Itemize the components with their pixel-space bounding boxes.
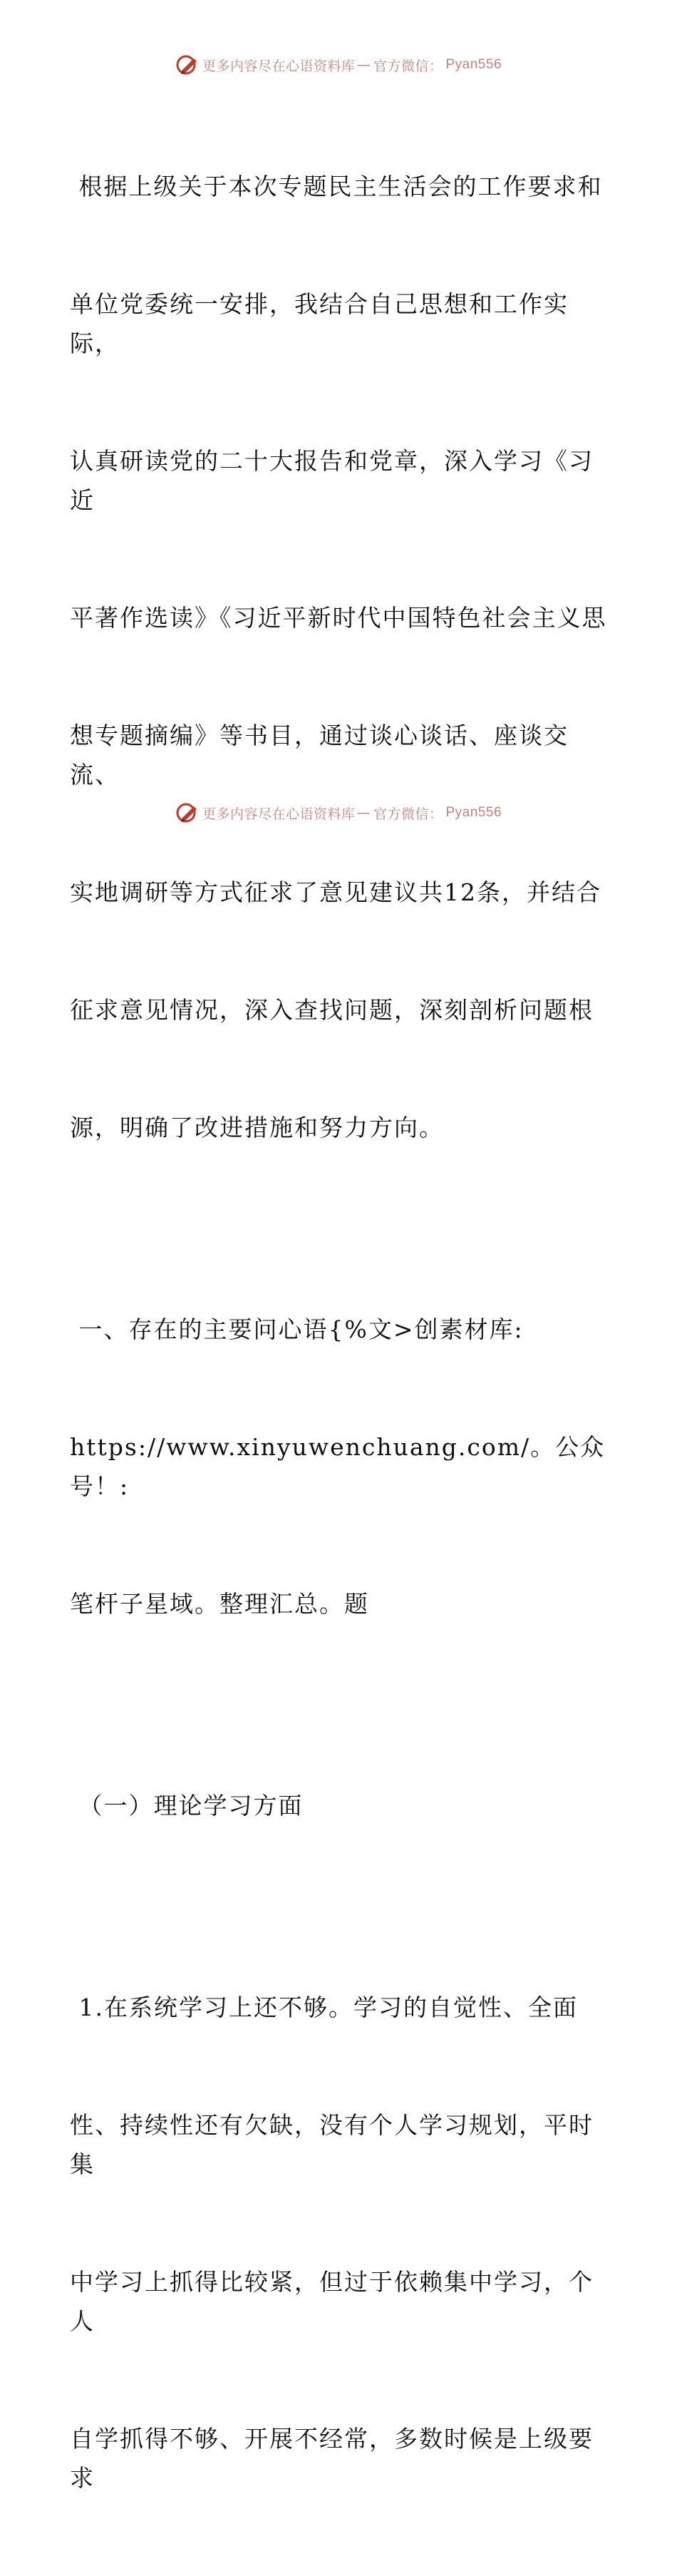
banner-wechat-label: 官方微信： — [373, 806, 443, 822]
banner-wechat-id: Pyan556 — [445, 57, 502, 72]
banner-wechat-label: 官方微信： — [373, 58, 443, 74]
text-line: 实地调研等方式征求了意见建议共12条，并结合 — [70, 878, 601, 906]
banner-separator: — — [356, 805, 371, 821]
text-line: 认真研读党的二十大报告和党章，深入学习《习近 — [70, 447, 594, 514]
paragraph-section-heading — [70, 1231, 611, 1702]
paragraph-item-1 — [70, 1909, 611, 2576]
banner-wechat-id: Pyan556 — [445, 805, 502, 820]
banner-separator: — — [356, 57, 371, 73]
text-line: 性、持续性还有欠缺，没有个人学习规划，平时集 — [70, 2111, 594, 2178]
text-line: 中学习上抓得比较紧，但过于依赖集中学习，个人 — [70, 2268, 594, 2335]
text-line: 源，明确了改进措施和努力方向。 — [70, 1114, 444, 1141]
document-body — [70, 88, 611, 2576]
text-line: 自学抓得不够、开展不经常，多数时候是上级要求 — [70, 2425, 594, 2492]
text-line: 1.在系统学习上还不够。学习的自觉性、全面 — [70, 1993, 578, 2021]
pen-circle-icon — [175, 801, 200, 825]
paragraph-subheading — [70, 1708, 611, 1904]
text-line: 一、存在的主要问心语{%文>创素材库: — [70, 1315, 524, 1343]
text-line: 平著作选读》《习近平新时代中国特色社会主义思 — [70, 604, 607, 632]
text-line: （一）理论学习方面 — [70, 1792, 304, 1820]
text-line: 笔杆子星域。整理汇总。题 — [70, 1590, 369, 1618]
text-line: https://www.xinyuwenchuang.com/。公众号！: — [70, 1433, 606, 1500]
header-watermark-banner — [0, 51, 677, 79]
pen-circle-icon — [175, 53, 200, 77]
paragraph-intro — [70, 88, 611, 1226]
text-line: 单位党委统一安排，我结合自己思想和工作实际， — [70, 290, 569, 357]
text-line: 征求意见情况，深入查找问题，深刻剖析问题根 — [70, 996, 594, 1024]
footer-watermark-banner — [0, 799, 677, 827]
text-line: 根据上级关于本次专题民主生活会的工作要求和 — [70, 173, 603, 200]
text-line: 想专题摘编》等书目，通过谈心谈话、座谈交流、 — [70, 722, 569, 789]
banner-left-text: 更多内容尽在心语资料库 — [202, 58, 356, 74]
banner-left-text: 更多内容尽在心语资料库 — [202, 806, 356, 822]
